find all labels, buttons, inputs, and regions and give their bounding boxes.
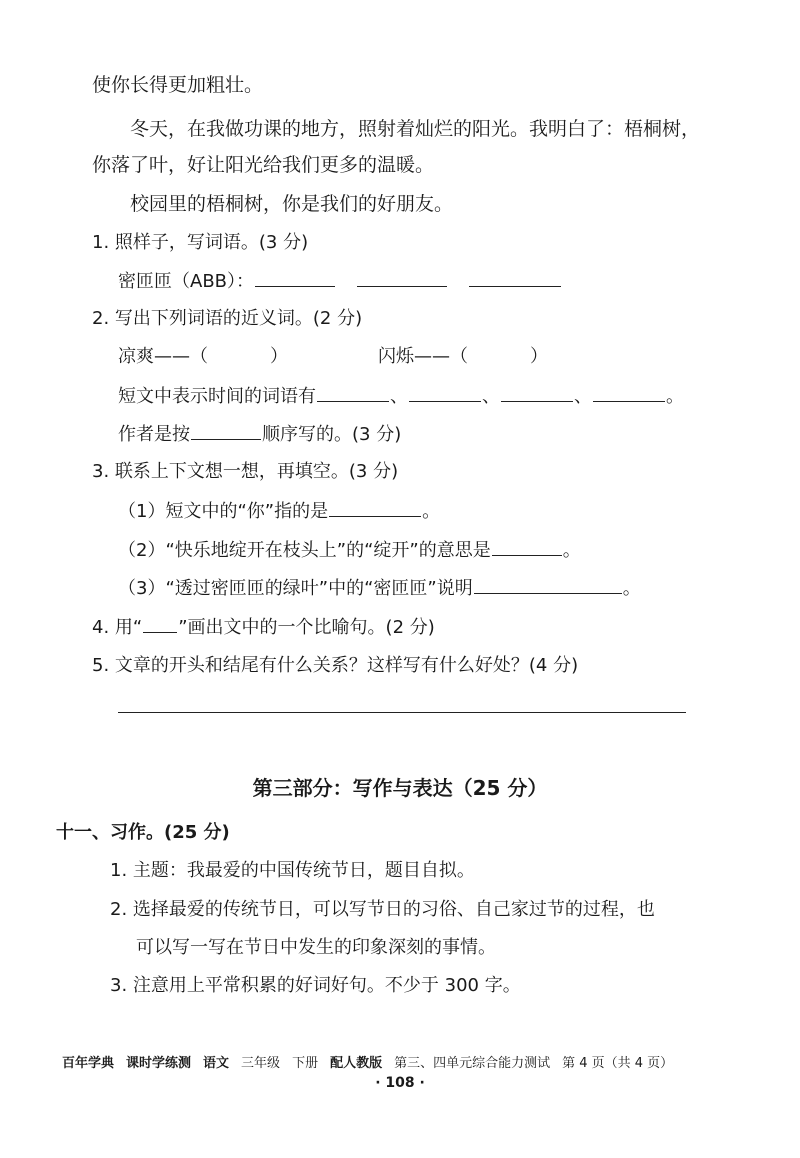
question-2-time-words [118,383,684,410]
question-1-title: 1. 照样子，写词语。(3 分) [92,232,309,253]
question-5-title: 5. 文章的开头和结尾有什么关系？这样写有什么好处？(4 分) [92,655,579,676]
writing-item-1: 1. 主题：我最爱的中国传统节日，题目自拟。 [110,860,475,881]
separator: 、 [574,386,592,407]
period: 。 [622,578,641,599]
question-4 [92,614,435,641]
answer-blank[interactable] [255,268,335,287]
question-11-title: 十一、习作。(25 分) [56,822,230,843]
sub-1-prefix: （1）短文中的“你”指的是 [118,501,329,522]
separator: 、 [482,386,500,407]
close-paren: ） [530,346,548,367]
question-4-suffix: ”画出文中的一个比喻句。(2 分) [178,617,435,638]
footer-volume: 下册 [292,1056,319,1071]
answer-blank[interactable] [409,383,481,402]
underline-sample [143,614,177,633]
order-prefix: 作者是按 [118,424,190,445]
answer-blank[interactable] [492,537,562,556]
question-2-synonym-2 [378,344,548,370]
close-paren: ） [270,346,288,367]
question-3-sub-2 [118,537,581,564]
page-number: · 108 · [375,1075,425,1091]
question-3-sub-3 [118,575,641,602]
answer-blank[interactable] [317,383,389,402]
footer-edition: 配人教版 [330,1056,383,1071]
question-2-title: 2. 写出下列词语的近义词。(2 分) [92,308,363,329]
answer-blank[interactable] [357,268,447,287]
footer-series: 课时学练测 [126,1056,192,1071]
order-suffix: 顺序写的。(3 分) [262,424,402,445]
writing-item-3: 3. 注意用上平常积累的好词好句。不少于 300 字。 [110,975,521,996]
answer-blank[interactable] [329,498,421,517]
section-title: 第三部分：写作与表达（25 分） [252,776,548,800]
footer-brand: 百年学典 [62,1056,115,1071]
passage-last-line: 校园里的梧桐树，你是我们的好朋友。 [130,193,454,215]
footer-test-name: 第三、四单元综合能力测试 [394,1056,551,1071]
passage-winter-line-2: 你落了叶，好让阳光给我们更多的温暖。 [92,154,435,176]
question-4-prefix: 4. 用“ [92,617,143,638]
synonym-word-2: 闪烁——（ [378,346,468,367]
sub-3-prefix: （3）“透过密匝匝的绿叶”中的“密匝匝”说明 [118,578,473,599]
footer-subject: 语文 [203,1056,230,1071]
period: 。 [422,501,441,522]
footer-page-info: 第 4 页（共 4 页） [562,1056,674,1071]
period: 。 [666,386,684,407]
period: 。 [562,540,581,561]
sub-2-prefix: （2）“快乐地绽开在枝头上”的“绽开”的意思是 [118,540,491,561]
passage-winter-line-1: 冬天，在我做功课的地方，照射着灿烂的阳光。我明白了：梧桐树， [130,118,701,140]
synonym-word-1: 凉爽——（ [118,346,208,367]
question-3-title: 3. 联系上下文想一想，再填空。(3 分) [92,461,399,482]
answer-blank[interactable] [469,268,561,287]
question-3-sub-1 [118,498,440,525]
writing-item-2-line-1: 2. 选择最爱的传统节日，可以写节日的习俗、自己家过节的过程，也 [110,899,655,920]
answer-blank[interactable] [501,383,573,402]
time-words-prefix: 短文中表示时间的词语有 [118,386,316,407]
question-1-example [118,268,562,295]
page-footer [62,1052,685,1071]
question-2-order [118,421,401,448]
separator: 、 [390,386,408,407]
passage-line-end: 使你长得更加粗壮。 [92,74,264,96]
answer-blank[interactable] [474,575,622,594]
question-2-synonym-1 [118,344,288,370]
question-5-answer-line[interactable] [118,712,686,713]
question-1-example-label: 密匝匝（ABB）： [118,271,255,292]
footer-grade: 三年级 [241,1056,281,1071]
answer-blank[interactable] [593,383,665,402]
writing-item-2-line-2: 可以写一写在节日中发生的印象深刻的事情。 [136,937,496,958]
answer-blank[interactable] [191,421,261,440]
